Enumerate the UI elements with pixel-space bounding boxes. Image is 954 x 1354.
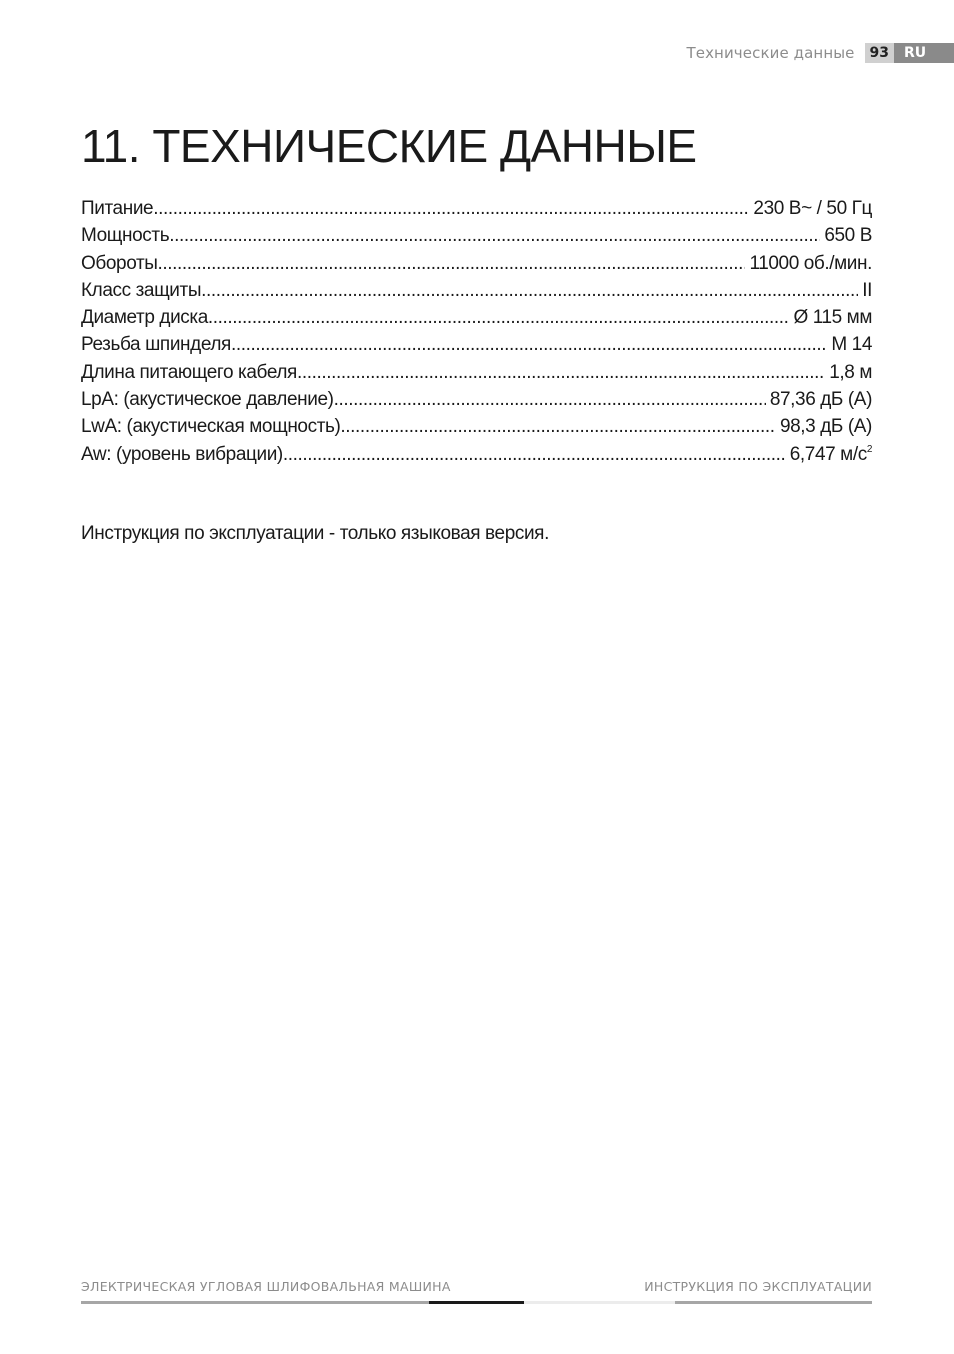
- dot-leader: [334, 386, 766, 413]
- dot-leader: [201, 277, 858, 304]
- page-header: [686, 43, 954, 63]
- footer-rule: [675, 1301, 872, 1304]
- page-number: 93: [865, 43, 894, 63]
- spec-value: 11000 об./мин.: [749, 252, 872, 274]
- dot-leader: [297, 359, 825, 386]
- spec-row: [81, 195, 872, 222]
- spec-label: LwA: (акустическая мощность): [81, 416, 341, 438]
- spec-label: Обороты: [81, 252, 158, 274]
- dot-leader: [283, 441, 786, 468]
- footer-rule: [81, 1301, 429, 1304]
- spec-value: 230 В~ / 50 Гц: [753, 198, 872, 219]
- dot-leader: [231, 331, 827, 358]
- dot-leader: [340, 413, 776, 440]
- spec-row: [81, 331, 872, 358]
- footer-rule: [524, 1301, 675, 1304]
- spec-row: [81, 413, 872, 440]
- dot-leader: [169, 222, 820, 249]
- spec-label: Резьба шпинделя: [81, 334, 231, 356]
- footer-product-name: ЭЛЕКТРИЧЕСКАЯ УГЛОВАЯ ШЛИФОВАЛЬНАЯ МАШИНА: [81, 1279, 451, 1294]
- dot-leader: [158, 250, 746, 277]
- spec-row: [81, 386, 872, 413]
- section-title: Технические данные: [686, 44, 855, 62]
- spec-label: Мощность: [81, 225, 170, 247]
- spec-value: Ø 115 мм: [793, 307, 872, 329]
- spec-label: Длина питающего кабеля: [81, 361, 297, 383]
- spec-label: LpA: (акустическое давление): [81, 389, 334, 411]
- spec-label: Aw: (уровень вибрации): [81, 443, 283, 465]
- spec-value: M 14: [831, 334, 872, 356]
- dot-leader: [208, 304, 790, 331]
- spec-row: [81, 277, 872, 304]
- language-note: Инструкция по эксплуатации - только языковая версия.: [81, 523, 549, 544]
- superscript-exponent: 2: [866, 443, 872, 455]
- footer-document-type: ИНСТРУКЦИЯ ПО ЭКСПЛУАТАЦИИ: [644, 1279, 872, 1294]
- spec-value: 650 В: [824, 225, 872, 247]
- dot-leader: [153, 195, 749, 222]
- spec-list: [81, 195, 872, 468]
- spec-value: 98,3 дБ (A): [779, 416, 872, 438]
- page-footer: [81, 1279, 872, 1307]
- spec-value: [786, 441, 872, 468]
- spec-label: Класс защиты: [81, 279, 202, 301]
- spec-value: II: [862, 279, 872, 301]
- spec-row: [81, 250, 872, 277]
- spec-row: [81, 222, 872, 249]
- spec-value-text: 6,747 м/с: [789, 443, 867, 465]
- spec-label: Питание: [81, 198, 154, 219]
- spec-label: Диаметр диска: [81, 307, 208, 329]
- spec-value: 87,36 дБ (A): [769, 389, 872, 411]
- spec-value: 1,8 м: [829, 361, 872, 383]
- footer-rule-accent: [429, 1301, 524, 1304]
- spec-row: [81, 304, 872, 331]
- page-title: 11. ТЕХНИЧЕСКИЕ ДАННЫЕ: [81, 120, 697, 172]
- spec-row: [81, 359, 872, 386]
- language-tab: RU: [894, 43, 954, 63]
- spec-row: [81, 441, 872, 468]
